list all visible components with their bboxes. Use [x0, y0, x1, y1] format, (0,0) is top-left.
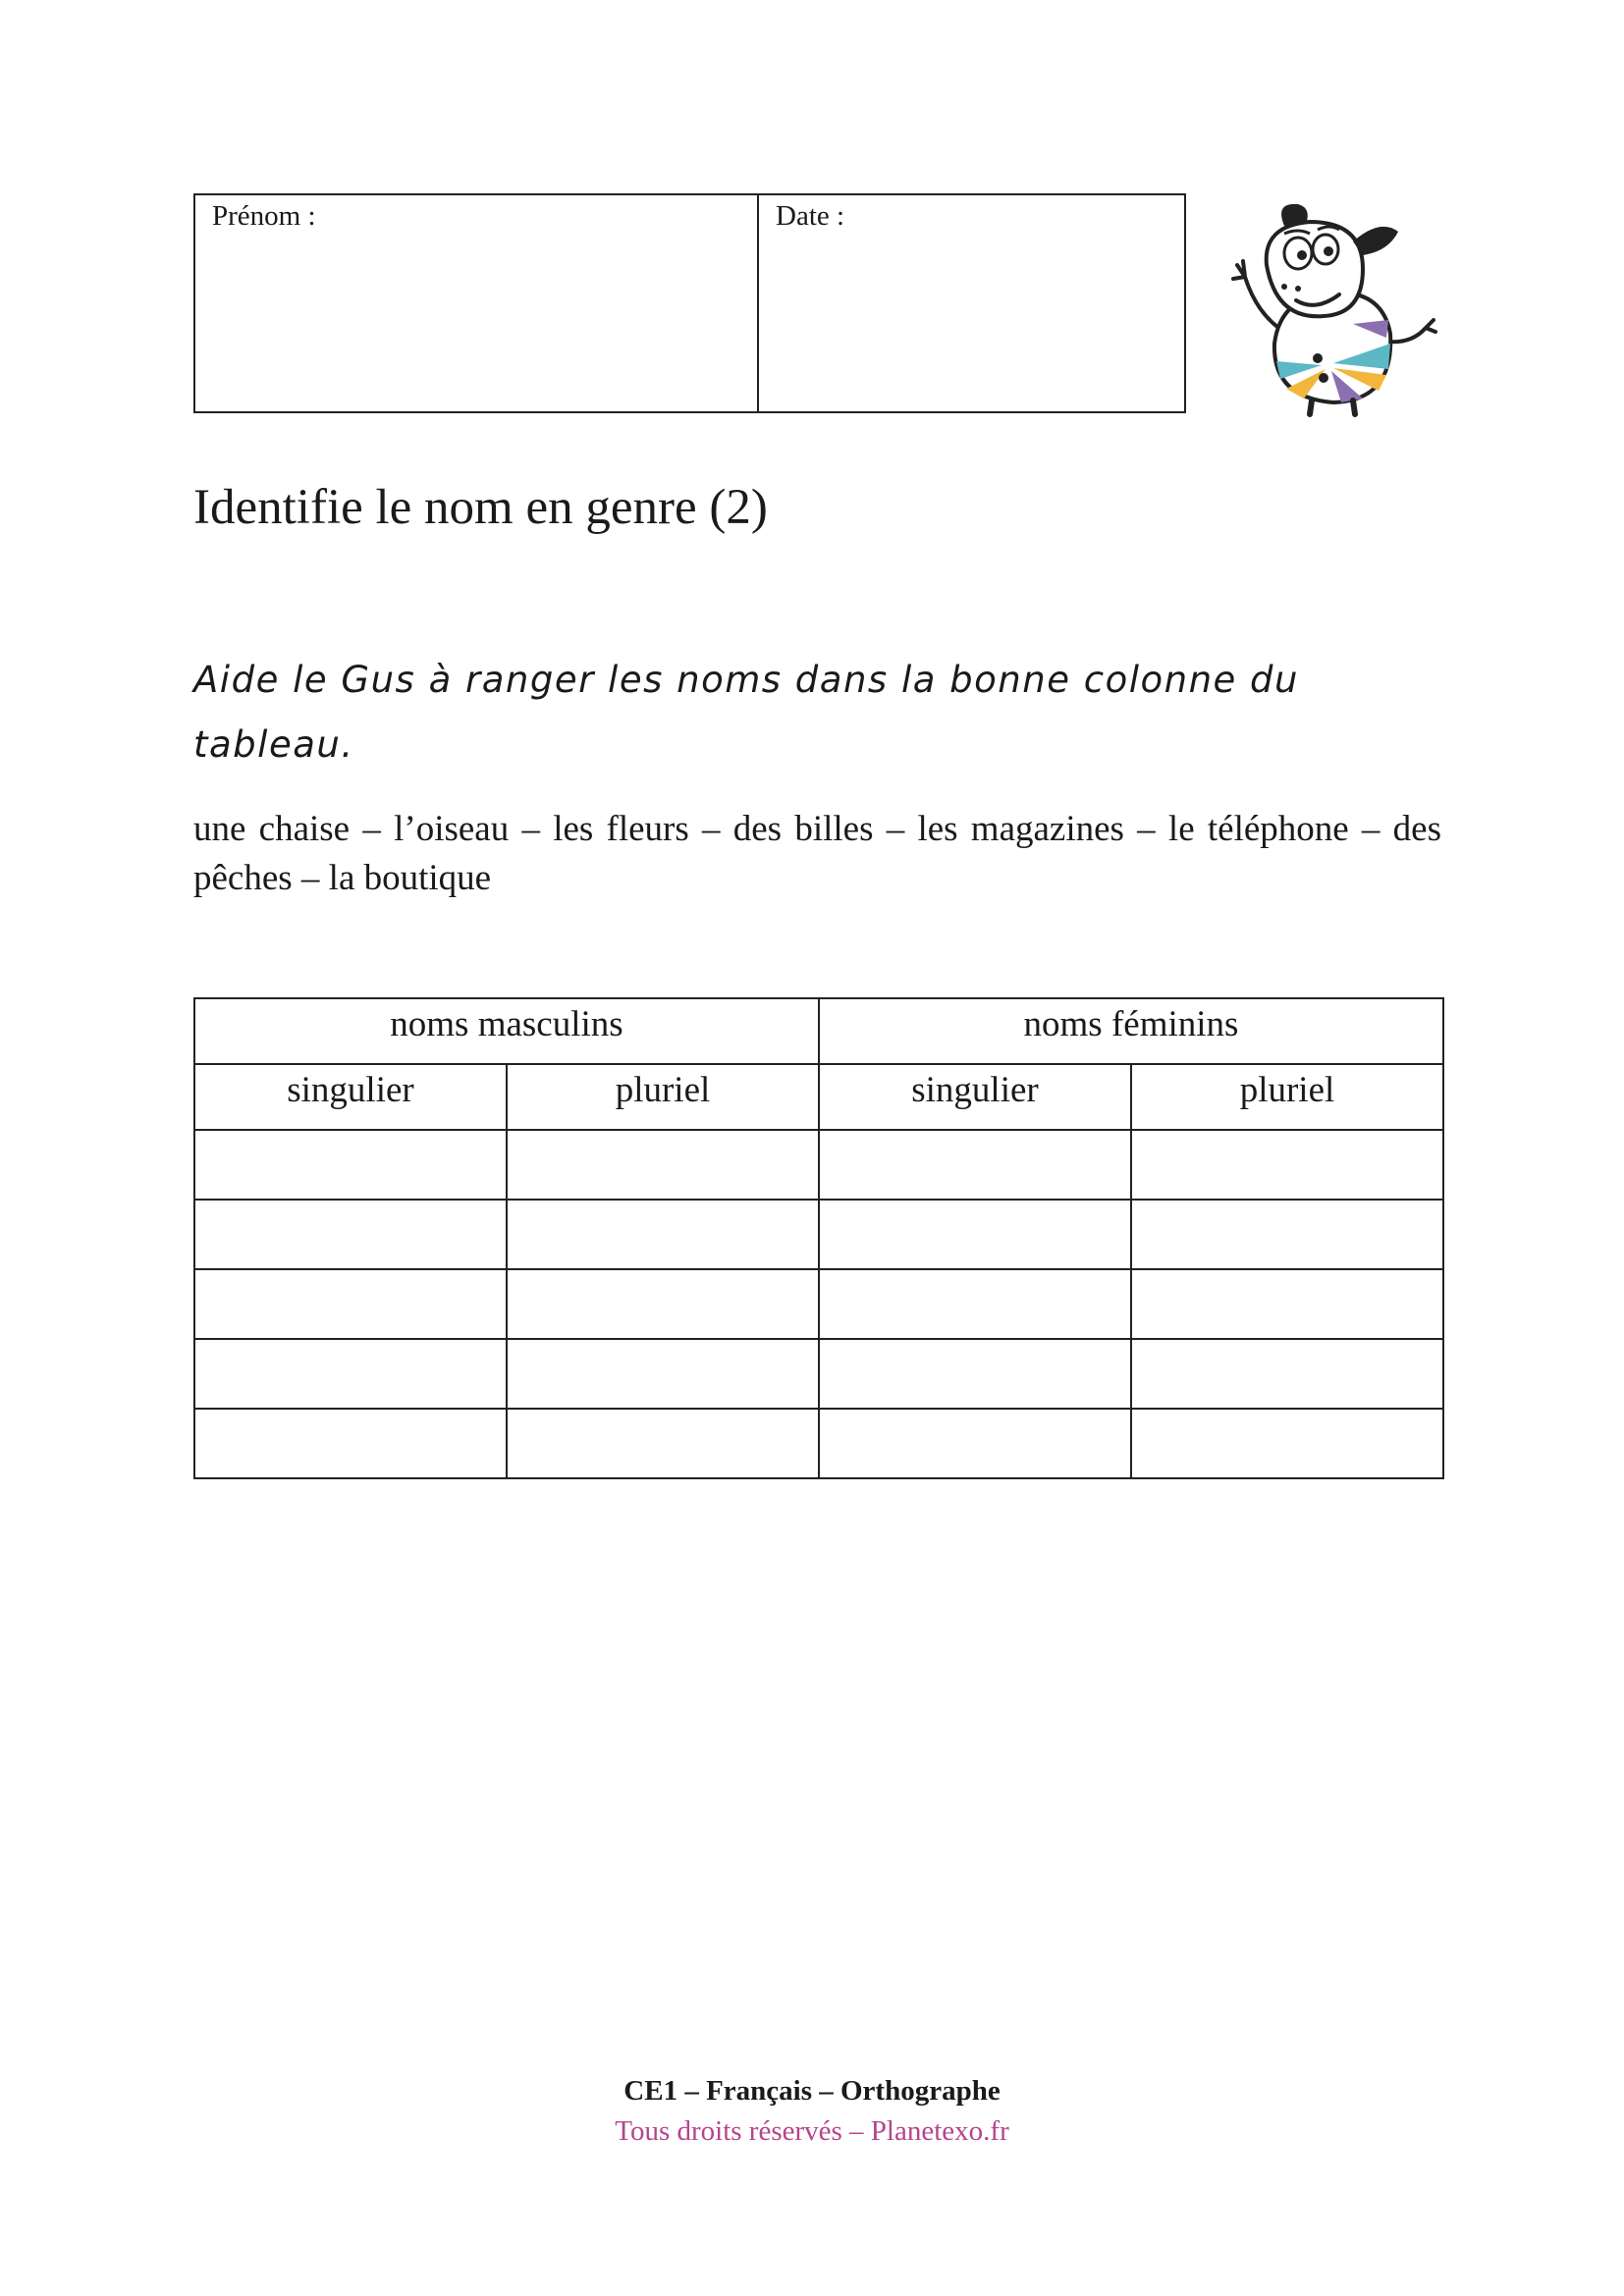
- answer-cell[interactable]: [194, 1339, 507, 1409]
- answer-cell[interactable]: [819, 1200, 1131, 1269]
- sorting-table: [193, 997, 1444, 1479]
- first-name-field[interactable]: [195, 195, 759, 411]
- answer-cell[interactable]: [819, 1269, 1131, 1339]
- answer-cell[interactable]: [1131, 1130, 1443, 1200]
- answer-cell[interactable]: [194, 1130, 507, 1200]
- answer-cell[interactable]: [194, 1269, 507, 1339]
- first-name-label: Prénom :: [212, 200, 316, 232]
- answer-cell[interactable]: [507, 1269, 819, 1339]
- date-label: Date :: [776, 200, 845, 232]
- masculine-plural-header: pluriel: [507, 1064, 819, 1130]
- masculine-singular-header: singulier: [194, 1064, 507, 1130]
- exercise-instruction: Aide le Gus à ranger les noms dans la bonne colonne du tableau.: [193, 659, 1299, 766]
- answer-cell[interactable]: [1131, 1269, 1443, 1339]
- footer-copyright: Tous droits réservés – Planetexo.fr: [615, 2115, 1009, 2147]
- answer-cell[interactable]: [819, 1409, 1131, 1478]
- masculine-header: noms masculins: [194, 998, 819, 1064]
- page-title: Identifie le nom en genre (2): [193, 480, 768, 535]
- group-header-row: [194, 998, 1443, 1064]
- answer-cell[interactable]: [1131, 1339, 1443, 1409]
- feminine-singular-header: singulier: [819, 1064, 1131, 1130]
- footer-subject: CE1 – Français – Orthographe: [623, 2075, 1001, 2107]
- answer-cell[interactable]: [507, 1339, 819, 1409]
- answer-cell[interactable]: [1131, 1409, 1443, 1478]
- answer-cell[interactable]: [507, 1409, 819, 1478]
- answer-cell[interactable]: [194, 1409, 507, 1478]
- answer-cell[interactable]: [1131, 1200, 1443, 1269]
- feminine-header: noms féminins: [819, 998, 1443, 1064]
- table-row: [194, 1130, 1443, 1200]
- answer-cell[interactable]: [507, 1130, 819, 1200]
- table-row: [194, 1339, 1443, 1409]
- answer-cell[interactable]: [194, 1200, 507, 1269]
- student-info-box: [193, 193, 1186, 413]
- date-field[interactable]: [759, 195, 1184, 411]
- table-row: [194, 1269, 1443, 1339]
- answer-cell[interactable]: [819, 1339, 1131, 1409]
- gus-mascot-icon: [1216, 196, 1447, 418]
- table-row: [194, 1200, 1443, 1269]
- word-list: une chaise – l’oiseau – les fleurs – des billes – les magazines – le téléphone – des pêches – la boutique: [193, 809, 1441, 898]
- sub-header-row: [194, 1064, 1443, 1130]
- answer-cell[interactable]: [507, 1200, 819, 1269]
- answer-cell[interactable]: [819, 1130, 1131, 1200]
- table-row: [194, 1409, 1443, 1478]
- feminine-plural-header: pluriel: [1131, 1064, 1443, 1130]
